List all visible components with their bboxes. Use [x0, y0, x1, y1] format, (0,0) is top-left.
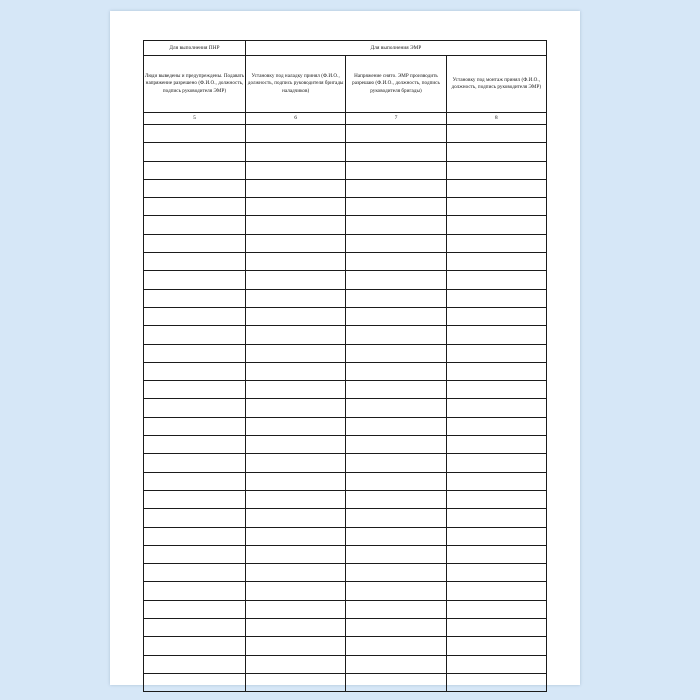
- table-cell[interactable]: [346, 271, 446, 289]
- table-cell[interactable]: [246, 326, 346, 344]
- table-cell[interactable]: [346, 125, 446, 143]
- table-cell[interactable]: [144, 125, 246, 143]
- table-cell[interactable]: [346, 326, 446, 344]
- table-cell[interactable]: [246, 564, 346, 582]
- table-row[interactable]: [144, 198, 547, 216]
- table-row[interactable]: [144, 582, 547, 600]
- table-cell[interactable]: [144, 417, 246, 435]
- table-cell[interactable]: [246, 490, 346, 508]
- table-cell[interactable]: [246, 216, 346, 234]
- table-cell[interactable]: [246, 143, 346, 161]
- table-body: [144, 41, 547, 125]
- table-cell[interactable]: [446, 253, 546, 271]
- table-row[interactable]: [144, 161, 547, 179]
- table-cell[interactable]: [246, 253, 346, 271]
- table-cell[interactable]: [446, 271, 546, 289]
- table-cell[interactable]: [346, 673, 446, 691]
- document-sheet: [110, 11, 580, 685]
- table-cell[interactable]: [346, 655, 446, 673]
- table-cell[interactable]: [446, 161, 546, 179]
- table-cell[interactable]: [346, 637, 446, 655]
- table-cell[interactable]: [144, 436, 246, 454]
- table-cell[interactable]: [446, 326, 546, 344]
- table-row[interactable]: [144, 417, 547, 435]
- table-cell[interactable]: [144, 655, 246, 673]
- table-cell[interactable]: [446, 673, 546, 691]
- column-header-8: [446, 56, 546, 113]
- column-header-8-label: Установку под монтаж принял (Ф.И.О., должность, подпись руководителя ЭМР): [451, 76, 542, 90]
- table-row[interactable]: [144, 509, 547, 527]
- table-row[interactable]: [144, 564, 547, 582]
- table-cell[interactable]: [246, 381, 346, 399]
- table-row[interactable]: [144, 381, 547, 399]
- table-cell[interactable]: [446, 509, 546, 527]
- table-cell[interactable]: [144, 307, 246, 325]
- table-cell[interactable]: [246, 436, 346, 454]
- table-cell[interactable]: [446, 655, 546, 673]
- table-cell[interactable]: [346, 436, 446, 454]
- table-cell[interactable]: [246, 673, 346, 691]
- table-cell[interactable]: [346, 161, 446, 179]
- table-cell[interactable]: [144, 362, 246, 380]
- table-cell[interactable]: [144, 253, 246, 271]
- table-cell[interactable]: [446, 344, 546, 362]
- table-cell[interactable]: [144, 326, 246, 344]
- column-header-5: [144, 56, 246, 113]
- table-cell[interactable]: [246, 362, 346, 380]
- table-cell[interactable]: [246, 637, 346, 655]
- table-cell[interactable]: [446, 545, 546, 563]
- table-cell[interactable]: [246, 198, 346, 216]
- table-cell[interactable]: [446, 619, 546, 637]
- column-number-3: 7: [346, 113, 446, 125]
- empty-rows-body: [144, 125, 547, 692]
- table-cell[interactable]: [144, 454, 246, 472]
- table-row[interactable]: [144, 271, 547, 289]
- table-cell[interactable]: [246, 161, 346, 179]
- table-cell[interactable]: [346, 362, 446, 380]
- table-cell[interactable]: [144, 161, 246, 179]
- table-cell[interactable]: [446, 381, 546, 399]
- table-cell[interactable]: [446, 472, 546, 490]
- table-cell[interactable]: [346, 600, 446, 618]
- table-cell[interactable]: [446, 289, 546, 307]
- table-row[interactable]: [144, 600, 547, 618]
- table-row[interactable]: [144, 289, 547, 307]
- column-number-4: 8: [446, 113, 546, 125]
- table-cell[interactable]: [446, 125, 546, 143]
- table-cell[interactable]: [144, 399, 246, 417]
- group-header-emr: [246, 41, 547, 56]
- table-cell[interactable]: [144, 381, 246, 399]
- table-cell[interactable]: [446, 600, 546, 618]
- table-cell[interactable]: [346, 198, 446, 216]
- table-cell[interactable]: [246, 509, 346, 527]
- table-cell[interactable]: [144, 509, 246, 527]
- table-cell[interactable]: [446, 399, 546, 417]
- table-cell[interactable]: [346, 564, 446, 582]
- table-row[interactable]: [144, 399, 547, 417]
- table-cell[interactable]: [246, 125, 346, 143]
- group-header-pnr: [144, 41, 246, 56]
- table-cell[interactable]: [246, 454, 346, 472]
- table-cell[interactable]: [346, 344, 446, 362]
- table-row[interactable]: [144, 545, 547, 563]
- table-row[interactable]: [144, 637, 547, 655]
- table-cell[interactable]: [246, 179, 346, 197]
- table-cell[interactable]: [246, 307, 346, 325]
- table-cell[interactable]: [446, 143, 546, 161]
- table-cell[interactable]: [446, 637, 546, 655]
- table-cell[interactable]: [446, 216, 546, 234]
- table-cell[interactable]: [446, 564, 546, 582]
- table-cell[interactable]: [446, 234, 546, 252]
- table-cell[interactable]: [144, 234, 246, 252]
- table-cell[interactable]: [144, 490, 246, 508]
- table-cell[interactable]: [446, 490, 546, 508]
- table-row[interactable]: [144, 454, 547, 472]
- group-header-pnr-label: Для выполнения ПНР: [169, 44, 220, 51]
- table-cell[interactable]: [246, 472, 346, 490]
- table-cell[interactable]: [246, 619, 346, 637]
- column-header-5-label: Люди выведены и предупреждены. Подавать напряжение разрешено (Ф.И.О., должность, подпись руководителя ЭМР): [144, 72, 245, 94]
- table-cell[interactable]: [346, 289, 446, 307]
- table-cell[interactable]: [144, 673, 246, 691]
- table-cell[interactable]: [246, 399, 346, 417]
- table-cell[interactable]: [346, 179, 446, 197]
- table-cell[interactable]: [246, 271, 346, 289]
- table-cell[interactable]: [346, 234, 446, 252]
- table-cell[interactable]: [346, 143, 446, 161]
- table-cell[interactable]: [346, 381, 446, 399]
- table-cell[interactable]: [246, 600, 346, 618]
- table-row[interactable]: [144, 527, 547, 545]
- table-row[interactable]: [144, 253, 547, 271]
- group-header-row: [144, 41, 547, 56]
- column-header-row: [144, 56, 547, 113]
- table-row[interactable]: [144, 673, 547, 691]
- table-row[interactable]: [144, 326, 547, 344]
- table-cell[interactable]: [346, 216, 446, 234]
- table-row[interactable]: [144, 143, 547, 161]
- table-row[interactable]: [144, 344, 547, 362]
- table-cell[interactable]: [446, 582, 546, 600]
- table-cell[interactable]: [246, 344, 346, 362]
- table-cell[interactable]: [144, 179, 246, 197]
- table-row[interactable]: [144, 125, 547, 143]
- table-cell[interactable]: [446, 527, 546, 545]
- table-cell[interactable]: [346, 545, 446, 563]
- table-cell[interactable]: [144, 619, 246, 637]
- column-header-6: [246, 56, 346, 113]
- table-cell[interactable]: [144, 216, 246, 234]
- table-cell[interactable]: [246, 527, 346, 545]
- table-row[interactable]: [144, 472, 547, 490]
- table-row[interactable]: [144, 655, 547, 673]
- table-cell[interactable]: [246, 545, 346, 563]
- table-cell[interactable]: [246, 234, 346, 252]
- column-number-2: 6: [246, 113, 346, 125]
- table-cell[interactable]: [144, 637, 246, 655]
- column-header-7: [346, 56, 446, 113]
- protocol-table: [143, 40, 547, 692]
- table-container: [143, 40, 547, 692]
- table-cell[interactable]: [144, 564, 246, 582]
- table-cell[interactable]: [346, 472, 446, 490]
- table-cell[interactable]: [346, 490, 446, 508]
- table-cell[interactable]: [446, 436, 546, 454]
- table-cell[interactable]: [346, 417, 446, 435]
- table-cell[interactable]: [144, 143, 246, 161]
- table-row[interactable]: [144, 362, 547, 380]
- column-number-1: 5: [144, 113, 246, 125]
- table-cell[interactable]: [446, 417, 546, 435]
- table-row[interactable]: [144, 490, 547, 508]
- table-cell[interactable]: [144, 198, 246, 216]
- table-cell[interactable]: [346, 307, 446, 325]
- table-cell[interactable]: [346, 527, 446, 545]
- table-cell[interactable]: [144, 271, 246, 289]
- table-cell[interactable]: [246, 289, 346, 307]
- table-cell[interactable]: [246, 655, 346, 673]
- table-row[interactable]: [144, 216, 547, 234]
- table-cell[interactable]: [144, 545, 246, 563]
- table-cell[interactable]: [446, 454, 546, 472]
- table-row[interactable]: [144, 234, 547, 252]
- table-cell[interactable]: [144, 289, 246, 307]
- table-cell[interactable]: [144, 472, 246, 490]
- table-cell[interactable]: [346, 509, 446, 527]
- table-cell[interactable]: [446, 362, 546, 380]
- table-cell[interactable]: [446, 198, 546, 216]
- table-row[interactable]: [144, 436, 547, 454]
- table-cell[interactable]: [346, 582, 446, 600]
- table-cell[interactable]: [144, 600, 246, 618]
- table-cell[interactable]: [144, 344, 246, 362]
- column-header-7-label: Напряжение снято. ЭМР производить разрешаю (Ф.И.О., должность, подпись руководителя бригады): [352, 72, 440, 94]
- table-cell[interactable]: [346, 253, 446, 271]
- table-cell[interactable]: [144, 527, 246, 545]
- table-row[interactable]: [144, 307, 547, 325]
- table-cell[interactable]: [346, 399, 446, 417]
- column-number-row: [144, 113, 547, 125]
- table-cell[interactable]: [246, 417, 346, 435]
- group-header-emr-label: Для выполнения ЭМР: [370, 44, 422, 51]
- table-cell[interactable]: [144, 582, 246, 600]
- column-header-6-label: Установку под наладку принял (Ф.И.О., должность, подпись руководителя бригады наладчиков): [247, 72, 344, 94]
- table-row[interactable]: [144, 619, 547, 637]
- table-cell[interactable]: [346, 454, 446, 472]
- table-row[interactable]: [144, 179, 547, 197]
- table-cell[interactable]: [346, 619, 446, 637]
- table-cell[interactable]: [446, 307, 546, 325]
- table-cell[interactable]: [246, 582, 346, 600]
- table-cell[interactable]: [446, 179, 546, 197]
